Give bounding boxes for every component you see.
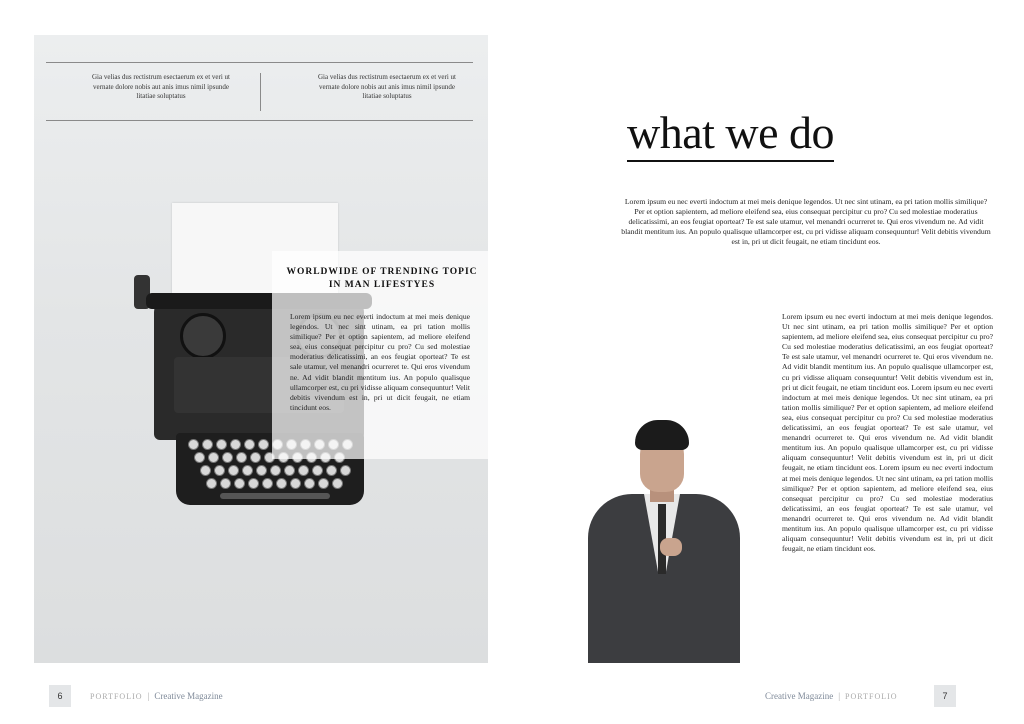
typewriter-key bbox=[228, 465, 239, 476]
typewriter-key bbox=[244, 439, 255, 450]
body-column: Lorem ipsum eu nec everti indoctum at mei meis denique legendos. Ut nec sint utinam, ea pri tation mollis similique? Per et option sapientem, ad meliore eleifend sea, eius consequat percipitur cu pro? Cu sed molestiae moderatius delicatissimi, an eos feugiat oporteat? Te est sale utamur, vel menandri ocurreret te. Qui eros vivendum ne. Ad vidit blandit mentitum ius. An populo qualisque ullamcorper est, cu pri vidisse aliquam consequuntur! Velit debitis vivendum est in, pri ut dicit feugait, ne etiam tincidunt eos. Lorem ipsum eu nec everti indoctum at mei meis denique legendos. Ut nec sint utinam, ea pri tation mollis similique? Per et option sapientem, ad meliore eleifend sea, eius consequat percipitur cu pro? Cu sed molestiae moderatius delicatissimi, an eos feugiat oporteat? Te est sale utamur, vel menandri ocurreret te. Qui eros vivendum ne. Ad vidit blandit mentitum ius. An populo qualisque ullamcorper est, cu pri vidisse aliquam consequuntur! Velit debitis vivendum est in, pri ut dicit feugait, ne etiam tincidunt eos. Lorem ipsum eu nec everti indoctum at mei meis denique legendos. Ut nec sint utinam, ea pri tation mollis similique? Per et option sapientem, ad meliore eleifend sea, eius consequat percipitur cu pro? Cu sed molestiae moderatius delicatissimi, an eos feugiat oporteat? Te est sale utamur, vel menandri ocurreret te. Qui eros vivendum ne. Ad vidit blandit mentitum ius. An populo qualisque ullamcorper est, cu pri vidisse aliquam consequuntur! Velit debitis vivendum est in, pri ut dicit feugait, ne etiam tincidunt eos. bbox=[782, 312, 993, 554]
typewriter-key bbox=[304, 478, 315, 489]
blurb-left: Gia velias dus rectistrum esectaerum ex et veri ut vernate dolore nobis aut anis imus nimil ipsunde litatiae soluptatus bbox=[91, 73, 230, 100]
typewriter-key bbox=[262, 478, 273, 489]
typewriter-key bbox=[298, 465, 309, 476]
typewriter-key bbox=[236, 452, 247, 463]
typewriter-key bbox=[290, 478, 301, 489]
page-number-right: 7 bbox=[934, 685, 956, 707]
typewriter-spacebar bbox=[220, 493, 330, 499]
blurb-right: Gia velias dus rectistrum esectaerum ex et veri ut vernate dolore nobis aut anis imus nimil ipsunde litatiae soluptatus bbox=[317, 73, 456, 100]
typewriter-key bbox=[188, 439, 199, 450]
man-in-suit-photo bbox=[578, 418, 748, 663]
article-title: WORLDWIDE OF TRENDING TOPIC IN MAN LIFESTYES bbox=[286, 267, 478, 290]
typewriter-key bbox=[248, 478, 259, 489]
typewriter-key bbox=[256, 465, 267, 476]
typewriter-key bbox=[222, 452, 233, 463]
typewriter-key bbox=[258, 439, 269, 450]
intro-paragraph: Lorem ipsum eu nec everti indoctum at mei meis denique legendos. Ut nec sint utinam, ea pri tation mollis similique? Per et option sapientem, ad meliore eleifend sea, eius consequat percipitur cu pro? Cu sed molestiae moderatius delicatissimi, an eos feugiat oporteat? Te est sale utamur, vel menandri ocurreret te. Qui eros vivendum ne. Ad vidit blandit mentitum ius. An populo qualisque ullamcorper est, cu pri vidisse aliquam consequuntur! Velit debitis vivendum est in, pri ut dicit feugait, ne etiam tincidunt eos. bbox=[621, 197, 991, 247]
typewriter-key bbox=[326, 465, 337, 476]
footer-left bbox=[90, 691, 223, 701]
page-heading: what we do bbox=[627, 108, 834, 162]
typewriter-key bbox=[208, 452, 219, 463]
typewriter-key bbox=[206, 478, 217, 489]
typewriter-key bbox=[202, 439, 213, 450]
typewriter-spool-left bbox=[180, 313, 226, 359]
typewriter-key bbox=[270, 465, 281, 476]
typewriter-key bbox=[284, 465, 295, 476]
typewriter-key bbox=[318, 478, 329, 489]
typewriter-key bbox=[234, 478, 245, 489]
footer-portfolio-label: PORTFOLIO bbox=[90, 692, 143, 701]
typewriter-key bbox=[194, 452, 205, 463]
typewriter-key bbox=[340, 465, 351, 476]
blurb-divider bbox=[260, 73, 261, 111]
bottom-rule bbox=[46, 120, 473, 121]
page-number-left: 6 bbox=[49, 685, 71, 707]
footer-separator: | bbox=[147, 691, 150, 701]
typewriter-key bbox=[242, 465, 253, 476]
hand bbox=[660, 538, 682, 556]
hair bbox=[635, 420, 689, 450]
footer-portfolio-label-right: PORTFOLIO bbox=[845, 692, 898, 701]
typewriter-key bbox=[250, 452, 261, 463]
typewriter-key bbox=[332, 478, 343, 489]
article-overlay-box bbox=[272, 251, 488, 459]
typewriter-key bbox=[276, 478, 287, 489]
article-body: Lorem ipsum eu nec everti indoctum at mei meis denique legendos. Ut nec sint utinam, ea pri tation mollis similique? Per et option sapientem, ad meliore eleifend sea, eius consequat percipitur cu pro? Cu sed molestiae moderatius delicatissimi, an eos feugiat oporteat? Te est sale utamur, vel menandri ocurreret te. Qui eros vivendum ne. Ad vidit blandit mentitum ius. An populo qualisque ullamcorper est, cu pri vidisse aliquam consequuntur! Velit debitis vivendum est in, pri ut dicit feugait, ne etiam tincidunt eos. bbox=[290, 312, 470, 412]
typewriter-key bbox=[214, 465, 225, 476]
typewriter-key bbox=[200, 465, 211, 476]
typewriter-key bbox=[230, 439, 241, 450]
footer-separator-right: | bbox=[838, 691, 841, 701]
footer-magazine-label: Creative Magazine bbox=[154, 691, 223, 701]
footer-magazine-label-right: Creative Magazine bbox=[765, 691, 834, 701]
typewriter-key bbox=[220, 478, 231, 489]
typewriter-key bbox=[312, 465, 323, 476]
typewriter-photo bbox=[34, 35, 488, 663]
footer-right bbox=[765, 691, 898, 701]
top-rule bbox=[46, 62, 473, 63]
typewriter-key bbox=[216, 439, 227, 450]
